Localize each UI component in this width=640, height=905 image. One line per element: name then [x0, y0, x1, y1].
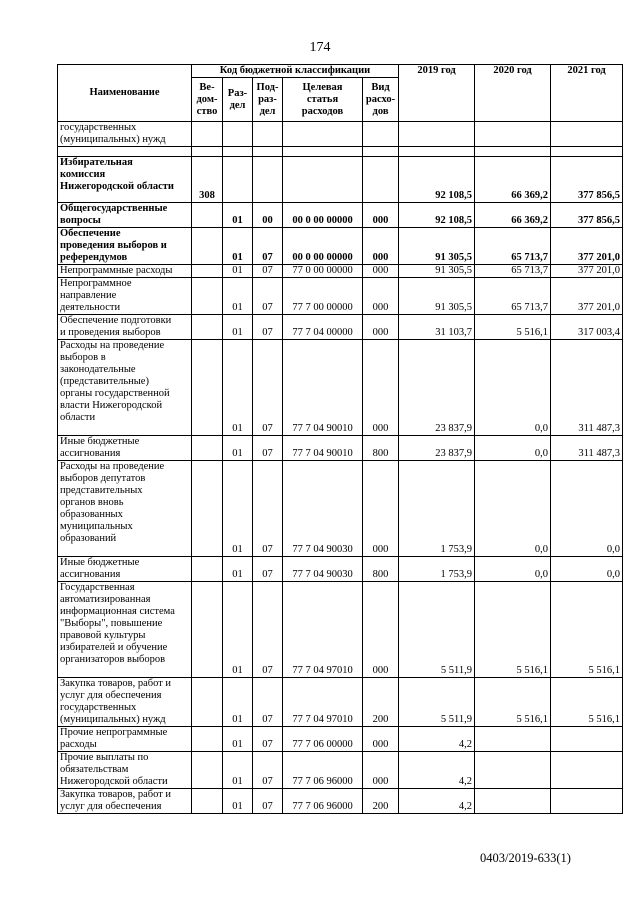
row-name: Прочие непрограммные расходы — [58, 727, 192, 752]
row-razdel — [223, 122, 253, 147]
header-budget-code-group: Код бюджетной классификации — [192, 65, 399, 78]
row-expense-type: 000 — [363, 228, 399, 265]
row-value-2021 — [551, 752, 623, 789]
row-target-article — [283, 122, 363, 147]
row-podrazdel — [253, 147, 283, 157]
row-podrazdel: 07 — [253, 265, 283, 278]
row-ved — [192, 727, 223, 752]
row-value-2019: 23 837,9 — [399, 340, 475, 436]
row-value-2019: 23 837,9 — [399, 436, 475, 461]
row-value-2021: 5 516,1 — [551, 678, 623, 727]
row-target-article: 77 7 06 00000 — [283, 727, 363, 752]
table-row — [58, 678, 623, 727]
row-expense-type: 000 — [363, 203, 399, 228]
row-name: Непрограммное направление деятельности — [58, 278, 192, 315]
row-value-2020: 66 369,2 — [475, 203, 551, 228]
row-value-2020 — [475, 789, 551, 814]
row-expense-type: 000 — [363, 752, 399, 789]
row-razdel: 01 — [223, 203, 253, 228]
row-name: Расходы на проведение выборов депутатов представительных органов вновь образованных муниципальных образований — [58, 461, 192, 557]
header-podrazdel: Под- раз- дел — [253, 78, 283, 122]
row-podrazdel: 07 — [253, 752, 283, 789]
row-value-2020: 0,0 — [475, 557, 551, 582]
row-podrazdel: 07 — [253, 278, 283, 315]
row-value-2020: 66 369,2 — [475, 157, 551, 203]
row-value-2020: 65 713,7 — [475, 265, 551, 278]
row-podrazdel: 07 — [253, 789, 283, 814]
row-podrazdel: 07 — [253, 582, 283, 678]
row-ved — [192, 557, 223, 582]
row-podrazdel: 07 — [253, 340, 283, 436]
header-razdel: Раз- дел — [223, 78, 253, 122]
row-ved — [192, 315, 223, 340]
row-podrazdel: 07 — [253, 436, 283, 461]
row-razdel: 01 — [223, 265, 253, 278]
table-row — [58, 340, 623, 436]
row-value-2020: 65 713,7 — [475, 278, 551, 315]
row-expense-type: 000 — [363, 582, 399, 678]
row-name: Непрограммные расходы — [58, 265, 192, 278]
row-ved — [192, 789, 223, 814]
row-target-article: 77 7 04 90030 — [283, 461, 363, 557]
row-value-2020: 0,0 — [475, 436, 551, 461]
row-expense-type: 000 — [363, 340, 399, 436]
row-value-2021: 377 201,0 — [551, 265, 623, 278]
row-expense-type — [363, 157, 399, 203]
row-ved — [192, 461, 223, 557]
header-2021: 2021 год — [551, 65, 623, 122]
row-razdel: 01 — [223, 557, 253, 582]
table-row — [58, 461, 623, 557]
row-podrazdel: 07 — [253, 461, 283, 557]
row-value-2021: 5 516,1 — [551, 582, 623, 678]
row-name: государственных (муниципальных) нужд — [58, 122, 192, 147]
row-razdel: 01 — [223, 340, 253, 436]
row-ved — [192, 278, 223, 315]
table-row — [58, 265, 623, 278]
row-target-article: 77 7 06 96000 — [283, 789, 363, 814]
row-value-2020: 5 516,1 — [475, 582, 551, 678]
row-name: Обеспечение подготовки и проведения выборов — [58, 315, 192, 340]
row-value-2020: 65 713,7 — [475, 228, 551, 265]
table-row — [58, 278, 623, 315]
table-row — [58, 582, 623, 678]
row-value-2019: 91 305,5 — [399, 228, 475, 265]
row-razdel — [223, 147, 253, 157]
row-value-2019: 4,2 — [399, 752, 475, 789]
row-value-2021: 377 856,5 — [551, 203, 623, 228]
row-name: Прочие выплаты по обязательствам Нижегородской области — [58, 752, 192, 789]
row-value-2021: 377 201,0 — [551, 228, 623, 265]
row-podrazdel: 07 — [253, 557, 283, 582]
row-razdel: 01 — [223, 315, 253, 340]
table-row — [58, 727, 623, 752]
header-2020: 2020 год — [475, 65, 551, 122]
row-expense-type — [363, 122, 399, 147]
row-name: Обеспечение проведения выборов и референдумов — [58, 228, 192, 265]
row-value-2021: 311 487,3 — [551, 436, 623, 461]
row-target-article — [283, 157, 363, 203]
header-ved: Ве- дом- ство — [192, 78, 223, 122]
table-row — [58, 315, 623, 340]
table-row — [58, 436, 623, 461]
row-target-article: 77 7 04 90010 — [283, 340, 363, 436]
row-razdel: 01 — [223, 752, 253, 789]
row-name: Закупка товаров, работ и услуг для обеспечения — [58, 789, 192, 814]
row-value-2021 — [551, 727, 623, 752]
header-name: Наименование — [58, 65, 192, 122]
row-podrazdel: 07 — [253, 727, 283, 752]
row-ved — [192, 340, 223, 436]
row-expense-type: 000 — [363, 315, 399, 340]
table-row — [58, 228, 623, 265]
row-expense-type: 200 — [363, 789, 399, 814]
row-value-2021 — [551, 789, 623, 814]
row-razdel: 01 — [223, 789, 253, 814]
row-value-2020: 5 516,1 — [475, 315, 551, 340]
row-expense-type: 000 — [363, 265, 399, 278]
row-podrazdel: 07 — [253, 678, 283, 727]
table-row — [58, 203, 623, 228]
page-number: 174 — [309, 40, 331, 55]
row-expense-type — [363, 147, 399, 157]
table-row — [58, 752, 623, 789]
row-value-2020 — [475, 122, 551, 147]
row-expense-type: 000 — [363, 727, 399, 752]
row-razdel: 01 — [223, 727, 253, 752]
row-ved — [192, 228, 223, 265]
row-razdel: 01 — [223, 461, 253, 557]
row-value-2021: 0,0 — [551, 557, 623, 582]
row-name: Государственная автоматизированная информационная система "Выборы", повышение правовой культуры избирателей и обучение организаторов выборов — [58, 582, 192, 678]
row-target-article: 77 7 04 97010 — [283, 678, 363, 727]
row-value-2020 — [475, 727, 551, 752]
row-value-2019: 1 753,9 — [399, 461, 475, 557]
table-row — [58, 557, 623, 582]
row-razdel — [223, 157, 253, 203]
row-value-2020: 0,0 — [475, 461, 551, 557]
row-value-2019: 92 108,5 — [399, 203, 475, 228]
row-target-article: 00 0 00 00000 — [283, 203, 363, 228]
row-value-2021: 377 201,0 — [551, 278, 623, 315]
row-value-2021: 311 487,3 — [551, 340, 623, 436]
row-value-2019: 31 103,7 — [399, 315, 475, 340]
row-expense-type: 000 — [363, 461, 399, 557]
header-expense-type: Вид расхо- дов — [363, 78, 399, 122]
row-value-2021 — [551, 122, 623, 147]
row-expense-type: 800 — [363, 436, 399, 461]
table-row — [58, 122, 623, 147]
row-ved — [192, 436, 223, 461]
row-value-2020: 5 516,1 — [475, 678, 551, 727]
row-value-2020: 0,0 — [475, 340, 551, 436]
header-target-article: Целевая статья расходов — [283, 78, 363, 122]
row-ved — [192, 678, 223, 727]
row-razdel: 01 — [223, 228, 253, 265]
row-expense-type: 200 — [363, 678, 399, 727]
row-expense-type: 800 — [363, 557, 399, 582]
row-target-article: 77 7 00 00000 — [283, 278, 363, 315]
row-podrazdel: 07 — [253, 228, 283, 265]
row-razdel: 01 — [223, 678, 253, 727]
row-podrazdel — [253, 122, 283, 147]
row-name — [58, 147, 192, 157]
table-row — [58, 157, 623, 203]
row-value-2019: 4,2 — [399, 727, 475, 752]
table-row — [58, 789, 623, 814]
row-value-2019: 5 511,9 — [399, 582, 475, 678]
row-ved — [192, 147, 223, 157]
header-2019: 2019 год — [399, 65, 475, 122]
row-value-2019: 91 305,5 — [399, 265, 475, 278]
row-value-2021: 317 003,4 — [551, 315, 623, 340]
row-ved — [192, 752, 223, 789]
row-ved — [192, 582, 223, 678]
row-target-article: 77 7 04 90030 — [283, 557, 363, 582]
row-value-2019 — [399, 122, 475, 147]
row-target-article: 77 0 00 00000 — [283, 265, 363, 278]
row-value-2020 — [475, 752, 551, 789]
row-target-article: 00 0 00 00000 — [283, 228, 363, 265]
row-ved — [192, 265, 223, 278]
row-value-2019: 4,2 — [399, 789, 475, 814]
row-name: Избирательная комиссия Нижегородской области — [58, 157, 192, 203]
row-value-2021: 377 856,5 — [551, 157, 623, 203]
row-value-2019: 1 753,9 — [399, 557, 475, 582]
budget-table — [57, 64, 623, 814]
row-value-2019: 91 305,5 — [399, 278, 475, 315]
row-value-2021: 0,0 — [551, 461, 623, 557]
row-value-2019: 92 108,5 — [399, 157, 475, 203]
table-row — [58, 147, 623, 157]
row-razdel: 01 — [223, 278, 253, 315]
row-target-article: 77 7 04 97010 — [283, 582, 363, 678]
table-body — [58, 122, 623, 814]
row-podrazdel — [253, 157, 283, 203]
row-target-article — [283, 147, 363, 157]
row-value-2021 — [551, 147, 623, 157]
row-razdel: 01 — [223, 582, 253, 678]
row-name: Иные бюджетные ассигнования — [58, 557, 192, 582]
row-razdel: 01 — [223, 436, 253, 461]
row-expense-type: 000 — [363, 278, 399, 315]
row-name: Иные бюджетные ассигнования — [58, 436, 192, 461]
document-code: 0403/2019-633(1) — [480, 851, 571, 865]
row-target-article: 77 7 04 00000 — [283, 315, 363, 340]
row-value-2019: 5 511,9 — [399, 678, 475, 727]
row-ved: 308 — [192, 157, 223, 203]
row-ved — [192, 203, 223, 228]
row-name: Общегосударственные вопросы — [58, 203, 192, 228]
row-podrazdel: 07 — [253, 315, 283, 340]
row-name: Расходы на проведение выборов в законодательные (представительные) органы государственной власти Нижегородской области — [58, 340, 192, 436]
row-podrazdel: 00 — [253, 203, 283, 228]
row-target-article: 77 7 06 96000 — [283, 752, 363, 789]
row-target-article: 77 7 04 90010 — [283, 436, 363, 461]
row-name: Закупка товаров, работ и услуг для обеспечения государственных (муниципальных) нужд — [58, 678, 192, 727]
row-value-2019 — [399, 147, 475, 157]
row-value-2020 — [475, 147, 551, 157]
row-ved — [192, 122, 223, 147]
